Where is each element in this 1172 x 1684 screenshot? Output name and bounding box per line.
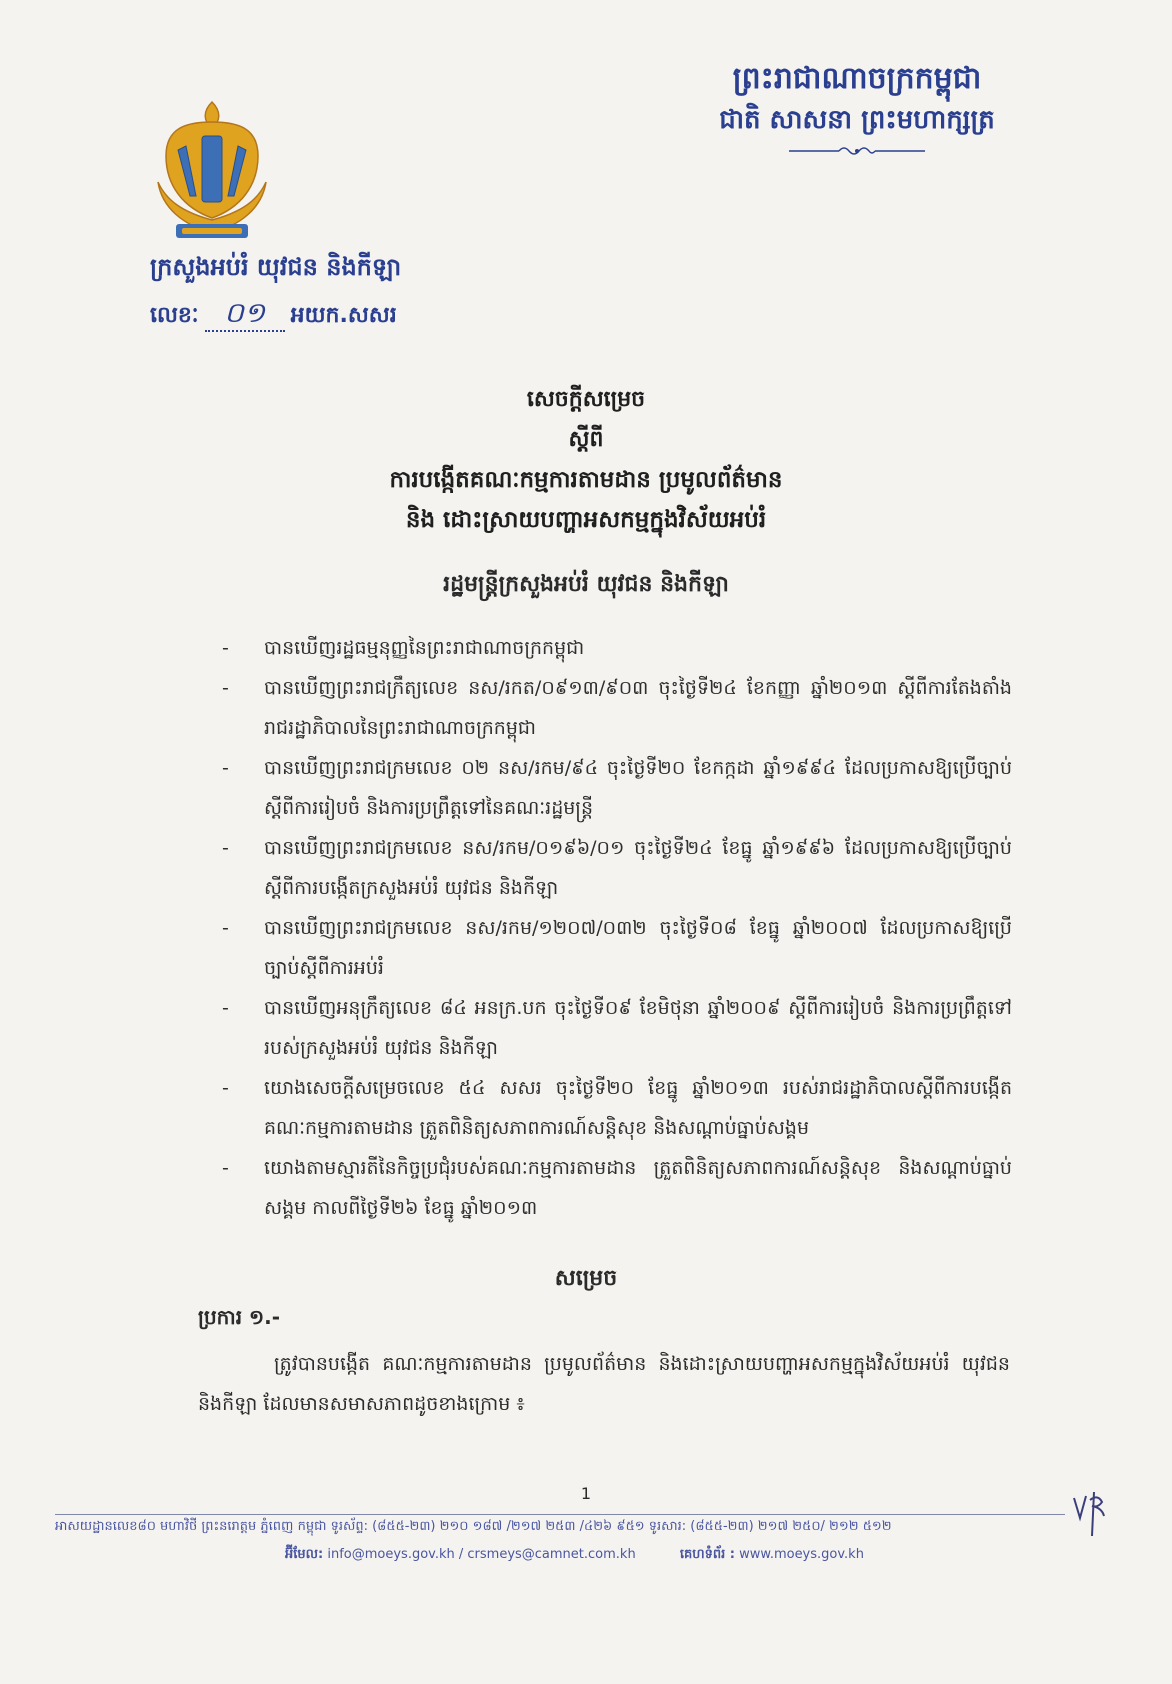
list-item: - បានឃើញព្រះរាជក្រឹត្យលេខ នស/រកត/០៩១៣/៩០៣ ចុះថ្ងៃទី២៤ ខែកញ្ញា ឆ្នាំ២០១៣ ស្តីពីការតែងតាំងរាជរដ្ឋាភិបាលនៃព្រះរាជាណាចក្រកម្ពុជា: [222, 677, 1012, 739]
list-item: - យោងតាមស្មារតីនៃកិច្ចប្រជុំរបស់គណៈកម្មការតាមដាន ត្រួតពិនិត្យសភាពការណ៍សន្តិសុខ និងសណ្តាប់ធ្នាប់សង្គម កាលពីថ្ងៃទី២៦ ខែធ្នូ ឆ្នាំ២០១៣: [222, 1157, 1012, 1219]
kingdom-title: ព្រះរាជាណាចក្រកម្ពុជា: [732, 61, 982, 96]
title-line-2: ស្តីពី: [568, 427, 604, 452]
reference-code: អយក.សសរ: [290, 303, 397, 328]
kingdom-motto: ជាតិ សាសនា ព្រះមហាក្សត្រ: [719, 105, 995, 135]
list-item: - បានឃើញព្រះរាជក្រមលេខ ០២ នស/រកម/៩៤ ចុះថ្ងៃទី២០ ខែកក្កដា ឆ្នាំ១៩៩៤ ដែលប្រកាសឱ្យប្រើច្បាប់ស្តីពីការរៀបចំ និងការប្រព្រឹត្តទៅនៃគណៈរដ្ឋមន្រ្តី: [222, 757, 1012, 819]
article-body: ត្រូវបានបង្កើត គណៈកម្មការតាមដាន ប្រមូលព័ត៌មាន និងដោះស្រាយបញ្ហាអសកម្មក្នុងវិស័យអប់រំ យុវជន និងកីឡា ដែលមានសមាសភាពដូចខាងក្រោម ៖: [198, 1353, 1010, 1415]
footer-contact: [285, 1546, 985, 1565]
footer-email-group: [285, 1547, 640, 1562]
page-number: 1: [580, 1484, 592, 1503]
list-item: - បានឃើញអនុក្រឹត្យលេខ ៨៤ អនក្រ.បក ចុះថ្ងៃទី០៩ ខែមិថុនា ឆ្នាំ២០០៩ ស្តីពីការរៀបចំ និងការប្រព្រឹត្តទៅរបស់ក្រសួងអប់រំ យុវជន និងកីឡា: [222, 997, 1012, 1059]
ministry-emblem-icon: [152, 96, 272, 246]
kingdom-header: [692, 58, 1022, 158]
initials-signature-icon: [1070, 1488, 1114, 1538]
title-line-1: សេចក្តីសម្រេច: [526, 387, 646, 412]
footer-website-group: [680, 1547, 864, 1562]
email-link[interactable]: info@moeys.gov.kh / crsmeys@camnet.com.kh: [327, 1547, 636, 1562]
website-label: គេហទំព័រ :: [679, 1547, 735, 1562]
flourish-ornament-icon: [787, 144, 927, 158]
reference-number: ០១: [205, 296, 285, 332]
decision-title: [0, 380, 1172, 540]
list-item: - យោងសេចក្តីសម្រេចលេខ ៥៤ សសរ ចុះថ្ងៃទី២០ ខែធ្នូ ឆ្នាំ២០១៣ របស់រាជរដ្ឋាភិបាលស្តីពីការបង្កើតគណៈកម្មការតាមដាន ត្រួតពិនិត្យសភាពការណ៍សន្តិសុខ និងសណ្តាប់ធ្នាប់សង្គម: [222, 1077, 1012, 1139]
article-heading: ប្រការ ១.-: [198, 1305, 281, 1329]
reference-line: [150, 296, 397, 333]
minister-heading: រដ្ឋមន្រ្តីក្រសួងអប់រំ យុវជន និងកីឡា: [443, 572, 729, 597]
decision-heading: សម្រេច: [554, 1266, 618, 1291]
footer-address: អាសយដ្ឋានលេខ៨០ មហាវិថី ព្រះនរោត្តម ភ្នំពេញ កម្ពុជា ទូរស័ព្ទ: (៨៥៥-២៣) ២១០ ១៨៧ /២១៧ ២៥៣ /៤២៦ ៩៥១ ទូរសារ: (៨៥៥-២៣) ២១៧ ២៥០/ ២១២ ៥១២: [55, 1519, 892, 1534]
footer-divider: [55, 1514, 1065, 1515]
email-label: អ៊ីមែល:: [285, 1547, 324, 1562]
list-item: - បានឃើញព្រះរាជក្រមលេខ នស/រកម/១២០៧/០៣២ ចុះថ្ងៃទី០៨ ខែធ្នូ ឆ្នាំ២០០៧ ដែលប្រកាសឱ្យប្រើច្បាប់ស្តីពីការអប់រំ: [222, 917, 1012, 979]
title-line-3: ការបង្កើតគណៈកម្មការតាមដាន ប្រមូលព័ត៌មាន: [389, 467, 783, 493]
ministry-name: ក្រសួងអប់រំ យុវជន និងកីឡា: [150, 253, 402, 281]
reference-label: លេខៈ: [150, 303, 199, 328]
list-item: - បានឃើញរដ្ឋធម្មនុញ្ញនៃព្រះរាជាណាចក្រកម្ពុជា: [222, 637, 585, 659]
list-item: - បានឃើញព្រះរាជក្រមលេខ នស/រកម/០១៩៦/០១ ចុះថ្ងៃទី២៤ ខែធ្នូ ឆ្នាំ១៩៩៦ ដែលប្រកាសឱ្យប្រើច្បាប់ស្តីពីការបង្កើតក្រសួងអប់រំ យុវជន និងកីឡា: [222, 837, 1012, 899]
considerations-list: [222, 628, 1012, 1228]
website-link[interactable]: www.moeys.gov.kh: [739, 1547, 864, 1562]
title-line-4: និង ដោះស្រាយបញ្ហាអសកម្មក្នុងវិស័យអប់រំ: [405, 507, 767, 533]
